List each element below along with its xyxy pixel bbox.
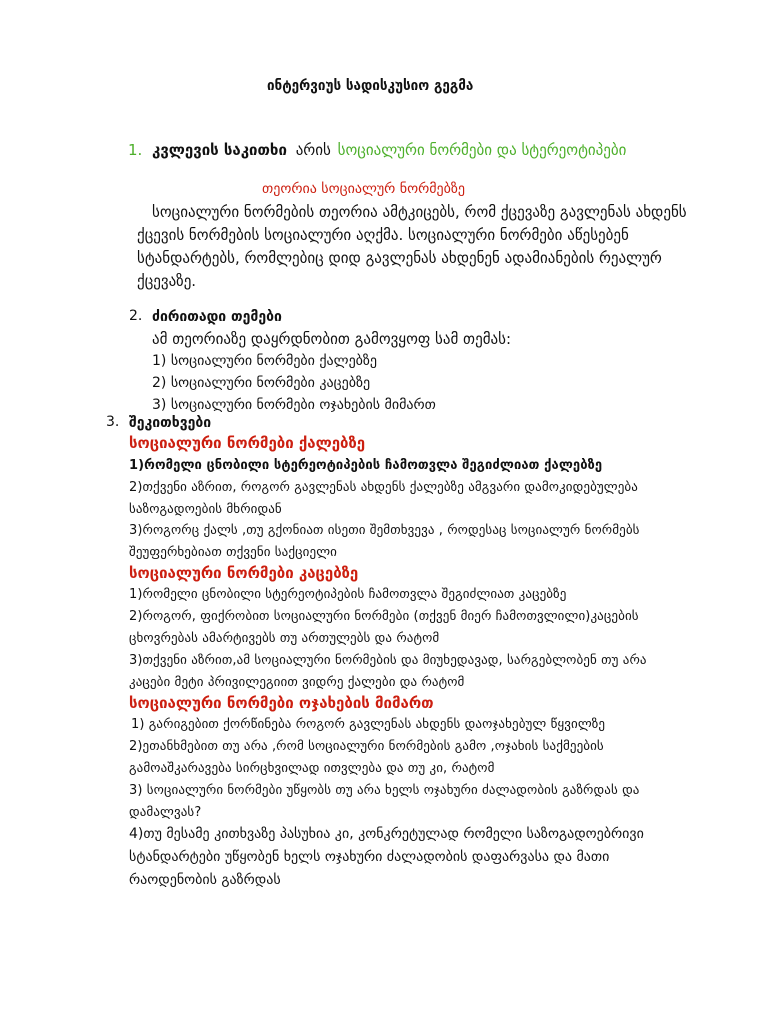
section3-number: 3.: [106, 414, 120, 430]
question-line: დამალვას?: [129, 805, 202, 820]
page-title: ინტერვიუს სადისკუსიო გეგმა: [266, 78, 474, 94]
question-line: 1)რომელი ცნობილი სტერეოტიპების ჩამოთვლა შეგიძლიათ კაცებზე: [129, 587, 567, 602]
theory-paragraph-line-2: ქცევის ნორმების სოციალური აღქმა. სოციალური ნორმები აწესებენ: [137, 226, 629, 244]
theory-paragraph-line-3: სტანდარტებს, რომლებიც დიდ გავლენას ახდენენ ადამიანების რეალურ: [137, 249, 662, 267]
theory-paragraph-line-4: ქცევაზე.: [137, 272, 197, 290]
women-norms-heading: სოციალური ნორმები ქალებზე: [129, 434, 366, 452]
theory-paragraph-line-1: სოციალური ნორმების თეორია ამტკიცებს, რომ ქცევაზე გავლენას ახდენს: [152, 203, 687, 221]
theme-item: 1) სოციალური ნორმები ქალებზე: [152, 353, 378, 369]
section2-heading: ძირითადი თემები: [152, 309, 282, 325]
question-line: 3)თქვენი აზრით,ამ სოციალური ნორმების და მიუხედავად, სარგებლობენ თუ არა: [129, 653, 647, 668]
family-norms-heading: სოციალური ნორმები ოჯახების მიმართ: [129, 694, 434, 712]
question-line: კაცები მეტი პრივილეგიით ვიდრე ქალები და რატომ: [129, 675, 465, 690]
question-line: 2)როგორ, ფიქრობით სოციალური ნორმები (თქვენ მიერ ჩამოთვლილი)კაცების: [129, 609, 639, 624]
question-line: გამოაშკარავება სირცხვილად ითვლება და თუ კი, რატომ: [129, 761, 495, 776]
theme-item: 2) სოციალური ნორმები კაცებზე: [152, 375, 371, 391]
section1-label: კვლევის საკითხი: [152, 141, 287, 159]
men-norms-heading: სოციალური ნორმები კაცებზე: [129, 564, 359, 582]
question-line: ცხოვრებას ამარტივებს თუ ართულებს და რატომ: [129, 631, 440, 646]
question-line: საზოგადოების მხრიდან: [129, 502, 282, 517]
question-line: რაოდენობის გაზრდას: [129, 872, 281, 888]
section1-number: 1.: [128, 141, 143, 159]
question-line: 3)როგორც ქალს ,თუ გქონიათ ისეთი შემთხვევა , როდესაც სოციალურ ნორმებს: [129, 523, 640, 538]
question-line: 3) სოციალური ნორმები უწყობს თუ არა ხელს ოჯახური ძალადობის გაზრდას და: [129, 783, 640, 798]
section1-topic: სოციალური ნორმები და სტერეოტიპები: [337, 141, 627, 159]
section3-heading: შეკითხვები: [129, 415, 212, 431]
question-line: 2)თქვენი აზრით, როგორ გავლენას ახდენს ქალებზე ამგვარი დამოკიდებულება: [129, 480, 638, 495]
question-line: 1)რომელი ცნობილი სტერეოტიპების ჩამოთვლა შეგიძლიათ ქალებზე: [129, 458, 603, 473]
question-line: 1) გარიგებით ქორწინება როგორ გავლენას ახდენს დაოჯახებულ წყვილზე: [131, 717, 606, 732]
section1-is: არის: [295, 141, 331, 159]
question-line: 4)თუ მესამე კითხვაზე პასუხია კი, კონკრეტულად რომელი საზოგადოებრივი: [129, 826, 644, 842]
theme-item: 3) სოციალური ნორმები ოჯახების მიმართ: [152, 397, 436, 413]
section2-intro: ამ თეორიაზე დაყრდნობით გამოვყოფ სამ თემას:: [152, 330, 512, 348]
question-line: 2)ეთანხმებით თუ არა ,რომ სოციალური ნორმების გამო ,ოჯახის საქმეების: [129, 739, 604, 754]
question-line: შეუფერხებიათ თქვენი საქციელი: [129, 545, 337, 560]
section1-line: [152, 141, 626, 159]
section2-number: 2.: [129, 308, 143, 324]
question-line: სტანდარტები უწყობენ ხელს ოჯახური ძალადობის დაფარვასა და მათი: [129, 849, 610, 865]
theory-heading: თეორია სოციალურ ნორმებზე: [262, 181, 466, 197]
